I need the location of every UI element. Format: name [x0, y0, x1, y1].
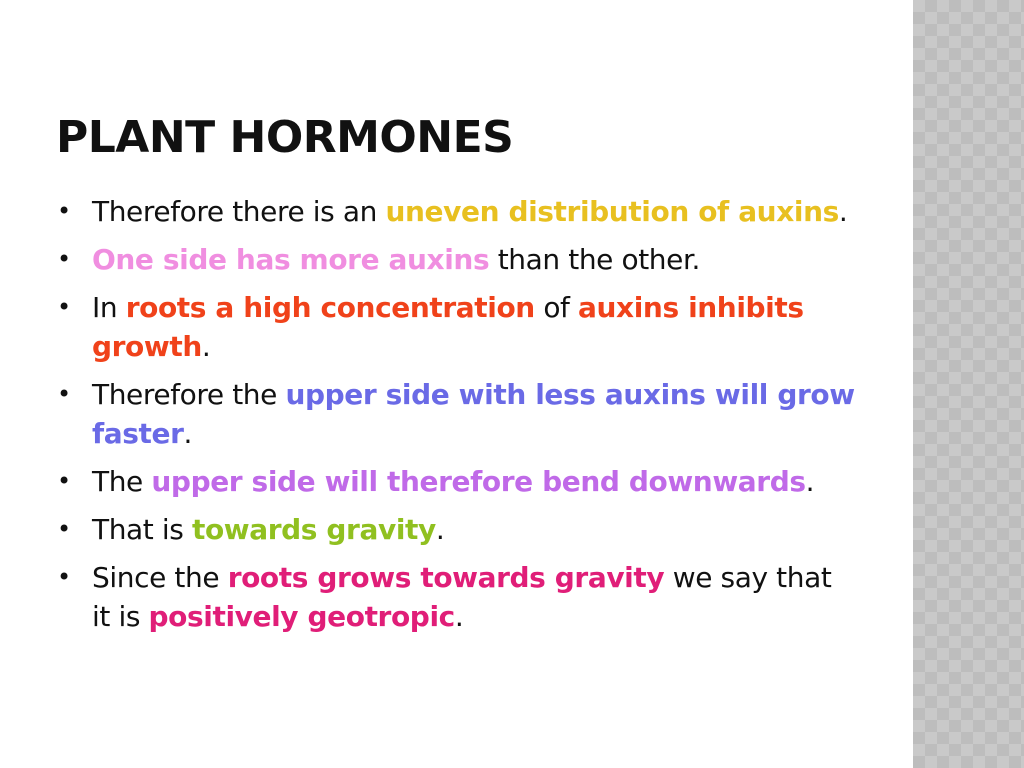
highlight-text: towards gravity: [191, 513, 436, 546]
bullet-text: Therefore there is an: [92, 195, 386, 228]
bullet-text: .: [183, 417, 193, 450]
bullet-text: of: [534, 291, 579, 324]
bullet-list: [57, 192, 857, 645]
highlight-text: One side has more auxins: [92, 243, 490, 276]
slide-title: PLANT HORMONES: [56, 112, 514, 163]
bullet-dot-icon: •: [57, 563, 71, 591]
bullet-text: .: [435, 513, 445, 546]
bullet-item-2: [57, 240, 857, 279]
bullet-text: Since the: [92, 561, 228, 594]
bullet-dot-icon: •: [57, 380, 71, 408]
highlight-text: auxins inhibits growth: [92, 291, 804, 363]
bullet-dot-icon: •: [57, 245, 71, 273]
bullet-item-4: [57, 375, 857, 453]
highlight-text: upper side with less auxins will grow faster: [92, 378, 855, 450]
bullet-item-7: [57, 558, 857, 636]
decorative-side-panel: [913, 0, 1024, 768]
bullet-text: we say that it is: [92, 561, 832, 633]
bullet-text: The: [92, 465, 152, 498]
bullet-text: .: [454, 600, 464, 633]
bullet-item-5: [57, 462, 857, 501]
highlight-text: positively geotropic: [148, 600, 455, 633]
bullet-dot-icon: •: [57, 467, 71, 495]
bullet-text: .: [838, 195, 848, 228]
bullet-text: In: [92, 291, 126, 324]
bullet-text: .: [201, 330, 211, 363]
bullet-text: That is: [92, 513, 192, 546]
highlight-text: roots grows towards gravity: [227, 561, 665, 594]
bullet-text: .: [805, 465, 815, 498]
bullet-text: than the other.: [489, 243, 701, 276]
highlight-text: uneven distribution of auxins: [385, 195, 839, 228]
bullet-dot-icon: •: [57, 197, 71, 225]
highlight-text: upper side will therefore bend downwards: [151, 465, 806, 498]
bullet-item-1: [57, 192, 857, 231]
bullet-dot-icon: •: [57, 515, 71, 543]
bullet-dot-icon: •: [57, 293, 71, 321]
bullet-item-6: [57, 510, 857, 549]
bullet-text: Therefore the: [92, 378, 286, 411]
bullet-item-3: [57, 288, 857, 366]
highlight-text: roots a high concentration: [125, 291, 535, 324]
